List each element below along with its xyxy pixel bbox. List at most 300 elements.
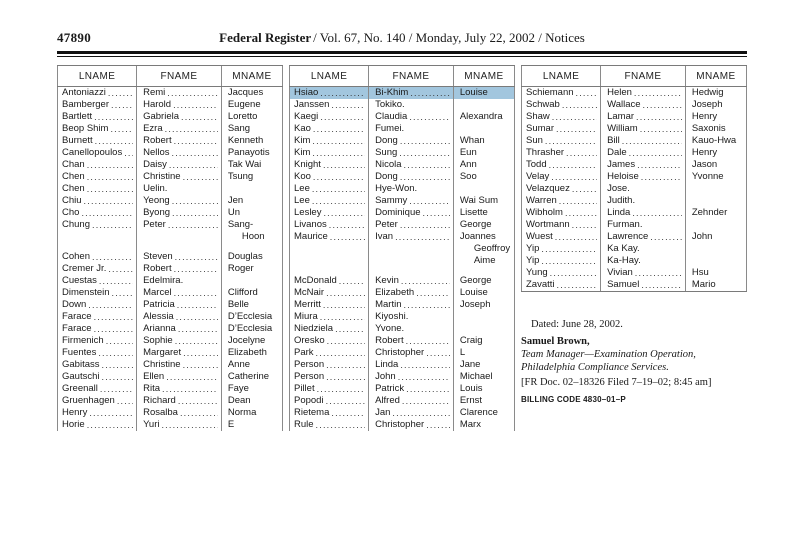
- fname-text: Harold: [143, 99, 172, 110]
- column-header-mname: MNAME: [221, 66, 283, 86]
- fname-cell: [368, 267, 453, 275]
- table-row: [521, 195, 747, 207]
- fname-cell: [136, 395, 221, 407]
- fname-cell: [136, 263, 221, 275]
- fname-text: Furman.: [607, 219, 643, 230]
- dot-leader: [176, 395, 218, 407]
- table-row: [57, 335, 283, 347]
- dot-leader: [314, 347, 366, 359]
- dot-leader: [178, 407, 218, 419]
- dot-leader: [393, 231, 450, 243]
- dot-leader: [547, 159, 597, 171]
- fname-text: Nicola: [375, 159, 402, 170]
- fname-text: Bi-Khim: [375, 87, 409, 98]
- mname-cell: [685, 195, 747, 207]
- table-row: [57, 207, 283, 219]
- fname-text: Gabriela: [143, 111, 180, 122]
- mname-cell: Joannes: [453, 231, 515, 243]
- mname-cell: E: [221, 419, 283, 431]
- lname-cell: [289, 195, 368, 207]
- dot-leader: [174, 311, 218, 323]
- fname-cell: [600, 147, 685, 159]
- fname-cell: [136, 243, 221, 251]
- lname-text: Shaw: [526, 111, 550, 122]
- table-row: [57, 323, 283, 335]
- table-row: [521, 243, 747, 255]
- column-header-lname: LNAME: [57, 66, 136, 86]
- fname-cell: [368, 255, 453, 267]
- dot-leader: [97, 275, 133, 287]
- dot-leader: [98, 383, 133, 395]
- lname-cell: [521, 135, 600, 147]
- dot-leader: [106, 87, 133, 99]
- dot-leader: [86, 299, 133, 311]
- column-header-lname: LNAME: [289, 66, 368, 86]
- dot-leader: [408, 87, 449, 99]
- table-row: [521, 219, 747, 231]
- fname-text: Linda: [375, 359, 399, 370]
- fname-text: Daisy: [143, 159, 167, 170]
- fname-text: Hye-Won.: [375, 183, 418, 194]
- dot-leader: [333, 323, 365, 335]
- mname-cell: [453, 311, 515, 323]
- fname-text: Alessia: [143, 311, 174, 322]
- fname-cell: [600, 183, 685, 195]
- mname-cell: Sang: [221, 123, 283, 135]
- lname-text: Maurice: [294, 231, 328, 242]
- dot-leader: [179, 111, 218, 123]
- lname-cell: [57, 219, 136, 231]
- table-row: [289, 147, 515, 159]
- fname-cell: [600, 87, 685, 99]
- lname-text: Kaegi: [294, 111, 319, 122]
- dot-leader: [635, 159, 682, 171]
- fname-cell: [600, 267, 685, 279]
- lname-cell: [57, 111, 136, 123]
- mname-cell: D’Ecclesia: [221, 323, 283, 335]
- lname-text: Cohen: [62, 251, 90, 262]
- lname-text: Janssen: [294, 99, 330, 110]
- table-row: [521, 207, 747, 219]
- fname-cell: [136, 231, 221, 243]
- mname-cell: Belle: [221, 299, 283, 311]
- lname-cell: [289, 171, 368, 183]
- mname-cell: [453, 267, 515, 275]
- lname-text: Farace: [62, 311, 92, 322]
- lname-cell: [57, 299, 136, 311]
- dot-leader: [557, 195, 597, 207]
- fname-cell: [136, 87, 221, 99]
- dot-leader: [337, 275, 365, 287]
- fname-cell: [368, 99, 453, 111]
- dot-leader: [110, 287, 134, 299]
- table-row: [57, 419, 283, 431]
- lname-cell: [289, 287, 368, 299]
- dot-leader: [106, 263, 133, 275]
- dot-leader: [639, 171, 682, 183]
- lname-cell: [289, 159, 368, 171]
- fname-cell: [368, 123, 453, 135]
- fname-text: Kevin: [375, 275, 399, 286]
- fname-text: Steven: [143, 251, 173, 262]
- lname-text: Wuest: [526, 231, 553, 242]
- fname-cell: [600, 159, 685, 171]
- table-row: [289, 299, 515, 311]
- table-row: [57, 195, 283, 207]
- fname-text: Yeong: [143, 195, 170, 206]
- fname-text: Fumei.: [375, 123, 405, 134]
- dot-leader: [310, 183, 365, 195]
- mname-cell: Louise: [453, 87, 515, 99]
- table-row: [289, 231, 515, 243]
- dot-leader: [172, 263, 218, 275]
- fname-text: Remi: [143, 87, 166, 98]
- mname-cell: Joseph: [685, 99, 747, 111]
- table-row: [289, 287, 515, 299]
- fname-text: Robert: [143, 263, 172, 274]
- dot-leader: [90, 219, 133, 231]
- lname-cell: [521, 123, 600, 135]
- dot-leader: [539, 243, 597, 255]
- fname-text: Peter: [143, 219, 166, 230]
- table-row: [57, 275, 283, 287]
- table-row: [57, 87, 283, 99]
- dot-leader: [170, 147, 218, 159]
- lname-cell: [289, 347, 368, 359]
- page-number: 47890: [57, 30, 91, 45]
- mname-cell: Henry: [685, 111, 747, 123]
- lname-cell: [57, 147, 136, 159]
- lname-cell: [521, 219, 600, 231]
- mname-cell: Kauo-Hwa: [685, 135, 747, 147]
- fname-cell: [136, 323, 221, 335]
- mname-cell: John: [685, 231, 747, 243]
- dot-leader: [315, 383, 366, 395]
- dot-leader: [325, 335, 365, 347]
- fname-cell: [368, 311, 453, 323]
- lname-text: Down: [62, 299, 87, 310]
- dot-leader: [553, 231, 597, 243]
- fname-text: Peter: [375, 219, 398, 230]
- mname-cell: Sang-: [221, 219, 283, 231]
- mname-cell: Henry: [685, 147, 747, 159]
- dot-leader: [171, 99, 218, 111]
- table-row: [289, 275, 515, 287]
- notice-footer: [521, 319, 751, 405]
- mname-cell: Alexandra: [453, 111, 515, 123]
- fname-text: Alfred: [375, 395, 400, 406]
- page-header: [57, 30, 747, 48]
- fname-text: Helen: [607, 87, 632, 98]
- lname-text: Park: [294, 347, 314, 358]
- lname-text: Yung: [526, 267, 548, 278]
- table-row: [57, 231, 283, 243]
- lname-text: Schiemann: [526, 87, 574, 98]
- lname-cell: [57, 251, 136, 263]
- dot-leader: [165, 87, 218, 99]
- table-row: [289, 311, 515, 323]
- mname-cell: Marx: [453, 419, 515, 431]
- dot-leader: [407, 195, 450, 207]
- table-row: [57, 287, 283, 299]
- table-row: [289, 111, 515, 123]
- table-row: [521, 279, 747, 291]
- dot-leader: [321, 159, 365, 171]
- dot-leader: [172, 287, 218, 299]
- dot-leader: [93, 135, 133, 147]
- fname-cell: [136, 299, 221, 311]
- lname-cell: [57, 243, 136, 251]
- fname-text: Claudia: [375, 111, 408, 122]
- fname-text: Byong: [143, 207, 171, 218]
- fname-cell: [368, 219, 453, 231]
- lname-cell: [521, 195, 600, 207]
- fname-text: Jan: [375, 407, 391, 418]
- dot-leader: [632, 87, 682, 99]
- dot-leader: [175, 299, 218, 311]
- table-column-1: [57, 65, 283, 431]
- fname-text: Richard: [143, 395, 176, 406]
- dot-leader: [397, 147, 450, 159]
- lname-cell: [57, 87, 136, 99]
- fname-cell: [136, 195, 221, 207]
- fname-text: Yuri: [143, 419, 160, 430]
- lname-cell: [57, 359, 136, 371]
- fname-cell: [600, 279, 685, 291]
- lname-cell: [289, 87, 368, 99]
- mname-cell: Aime: [453, 255, 515, 267]
- lname-text: Greenall: [62, 383, 98, 394]
- lname-cell: [289, 183, 368, 195]
- lname-text: Canellopoulos: [62, 147, 123, 158]
- dot-leader: [170, 207, 218, 219]
- lname-text: Chiu: [62, 195, 82, 206]
- fname-text: Ellen: [143, 371, 165, 382]
- table-row: [57, 183, 283, 195]
- table-row: [57, 395, 283, 407]
- mname-cell: Louis: [453, 383, 515, 395]
- dot-leader: [398, 135, 450, 147]
- fname-cell: [600, 171, 685, 183]
- dot-leader: [160, 383, 218, 395]
- lname-cell: [57, 195, 136, 207]
- header-rule-thin: [57, 56, 747, 57]
- dot-leader: [630, 207, 682, 219]
- mname-cell: George: [453, 219, 515, 231]
- fname-text: Dominique: [375, 207, 421, 218]
- table-row: [57, 371, 283, 383]
- fname-cell: [368, 347, 453, 359]
- fname-cell: [136, 359, 221, 371]
- table-row: [289, 123, 515, 135]
- dot-leader: [424, 347, 450, 359]
- fname-text: Ka-Hay.: [607, 255, 641, 266]
- lname-cell: [289, 335, 368, 347]
- lname-text: McNair: [294, 287, 325, 298]
- dot-leader: [402, 159, 450, 171]
- lname-cell: [289, 135, 368, 147]
- fname-text: Ka Kay.: [607, 243, 640, 254]
- fname-cell: [600, 123, 685, 135]
- table-row: [57, 171, 283, 183]
- mname-cell: [221, 243, 283, 251]
- table-row: [521, 99, 747, 111]
- table-row: [521, 183, 747, 195]
- lname-cell: [289, 407, 368, 419]
- lname-text: Kim: [294, 147, 311, 158]
- lname-text: Rule: [294, 419, 314, 430]
- table-row: [289, 99, 515, 111]
- mname-cell: [453, 323, 515, 335]
- lname-cell: [289, 371, 368, 383]
- dot-leader: [100, 371, 134, 383]
- dot-leader: [311, 123, 365, 135]
- highlighted-table-row[interactable]: [289, 87, 515, 99]
- fname-cell: [136, 171, 221, 183]
- mname-cell: Ernst: [453, 395, 515, 407]
- fname-cell: [136, 183, 221, 195]
- mname-cell: L: [453, 347, 515, 359]
- mname-cell: D’Ecclesia: [221, 311, 283, 323]
- lname-cell: [289, 395, 368, 407]
- lname-text: Farace: [62, 323, 92, 334]
- dot-leader: [96, 347, 133, 359]
- fname-cell: [600, 255, 685, 267]
- fname-cell: [368, 287, 453, 299]
- fname-cell: [136, 147, 221, 159]
- lname-text: Merritt: [294, 299, 321, 310]
- dot-leader: [166, 219, 218, 231]
- table-row: [57, 407, 283, 419]
- lname-text: Gabitass: [62, 359, 100, 370]
- dot-leader: [627, 147, 682, 159]
- table-row: [289, 359, 515, 371]
- dot-leader: [641, 99, 682, 111]
- lname-cell: [57, 395, 136, 407]
- fname-text: James: [607, 159, 636, 170]
- table-row: [521, 267, 747, 279]
- dot-leader: [108, 123, 133, 135]
- lname-text: Cremer Jr.: [62, 263, 107, 274]
- fname-text: Wallace: [607, 99, 641, 110]
- table-row: [57, 123, 283, 135]
- fname-cell: [136, 159, 221, 171]
- fname-cell: [368, 371, 453, 383]
- lname-cell: [57, 287, 136, 299]
- dot-leader: [310, 195, 365, 207]
- fname-text: Rita: [143, 383, 160, 394]
- lname-cell: [57, 419, 136, 431]
- lname-text: Rietema: [294, 407, 330, 418]
- dot-leader: [400, 395, 450, 407]
- dot-leader: [404, 383, 450, 395]
- lname-cell: [57, 159, 136, 171]
- dot-leader: [327, 219, 365, 231]
- fname-cell: [600, 135, 685, 147]
- mname-cell: Faye: [221, 383, 283, 395]
- signer-name: Samuel Brown,: [521, 335, 590, 347]
- table-row: [57, 99, 283, 111]
- mname-cell: Un: [221, 207, 283, 219]
- lname-text: Yip: [526, 255, 540, 266]
- fname-cell: [368, 147, 453, 159]
- dot-leader: [90, 251, 133, 263]
- fname-cell: [368, 87, 453, 99]
- dot-leader: [109, 99, 133, 111]
- dot-leader: [620, 135, 682, 147]
- lname-text: Koo: [294, 171, 311, 182]
- dot-leader: [310, 147, 365, 159]
- lname-text: Bamberger: [62, 99, 109, 110]
- lname-text: Pillet: [294, 383, 315, 394]
- mname-cell: Hedwig: [685, 87, 747, 99]
- table-row: [289, 195, 515, 207]
- dot-leader: [167, 159, 218, 171]
- lname-text: Lee: [294, 183, 310, 194]
- dot-leader: [85, 171, 133, 183]
- dot-leader: [329, 407, 365, 419]
- fname-cell: [136, 335, 221, 347]
- dot-leader: [539, 255, 597, 267]
- dot-leader: [570, 183, 597, 195]
- fname-text: Margaret: [143, 347, 182, 358]
- mname-cell: Dean: [221, 395, 283, 407]
- table-row: [57, 159, 283, 171]
- dot-leader: [396, 371, 450, 383]
- mname-cell: Norma: [221, 407, 283, 419]
- dot-leader: [548, 267, 597, 279]
- table-row: [289, 171, 515, 183]
- fname-text: Marcel: [143, 287, 172, 298]
- lname-cell: [289, 219, 368, 231]
- table-row: [521, 111, 747, 123]
- lname-text: Burnett: [62, 135, 93, 146]
- dot-leader: [329, 99, 365, 111]
- mname-cell: Yvonne: [685, 171, 747, 183]
- lname-text: Warren: [526, 195, 557, 206]
- dot-leader: [398, 359, 450, 371]
- lname-text: Beop Shim: [62, 123, 109, 134]
- lname-cell: [289, 299, 368, 311]
- lname-text: Wibholm: [526, 207, 563, 218]
- dot-leader: [92, 323, 134, 335]
- fname-text: Rosalba: [143, 407, 178, 418]
- mname-cell: Jacques: [221, 87, 283, 99]
- fname-text: Linda: [607, 207, 631, 218]
- lname-text: Niedziela: [294, 323, 334, 334]
- fname-cell: [600, 195, 685, 207]
- mname-cell: Clarence: [453, 407, 515, 419]
- lname-cell: [521, 111, 600, 123]
- table-row: [289, 243, 515, 255]
- dot-leader: [181, 347, 218, 359]
- table-header-row: [521, 66, 747, 87]
- mname-cell: Douglas: [221, 251, 283, 263]
- lname-cell: [57, 323, 136, 335]
- mname-cell: Whan: [453, 135, 515, 147]
- table-row: [521, 123, 747, 135]
- mname-cell: Hoon: [221, 231, 283, 243]
- fname-text: Ezra: [143, 123, 163, 134]
- fname-cell: [368, 171, 453, 183]
- dot-leader: [424, 419, 450, 431]
- fname-text: Sammy: [375, 195, 408, 206]
- lname-cell: [289, 311, 368, 323]
- fname-text: Elizabeth: [375, 287, 415, 298]
- lname-cell: [57, 183, 136, 195]
- dot-leader: [318, 311, 365, 323]
- fname-text: Heloise: [607, 171, 639, 182]
